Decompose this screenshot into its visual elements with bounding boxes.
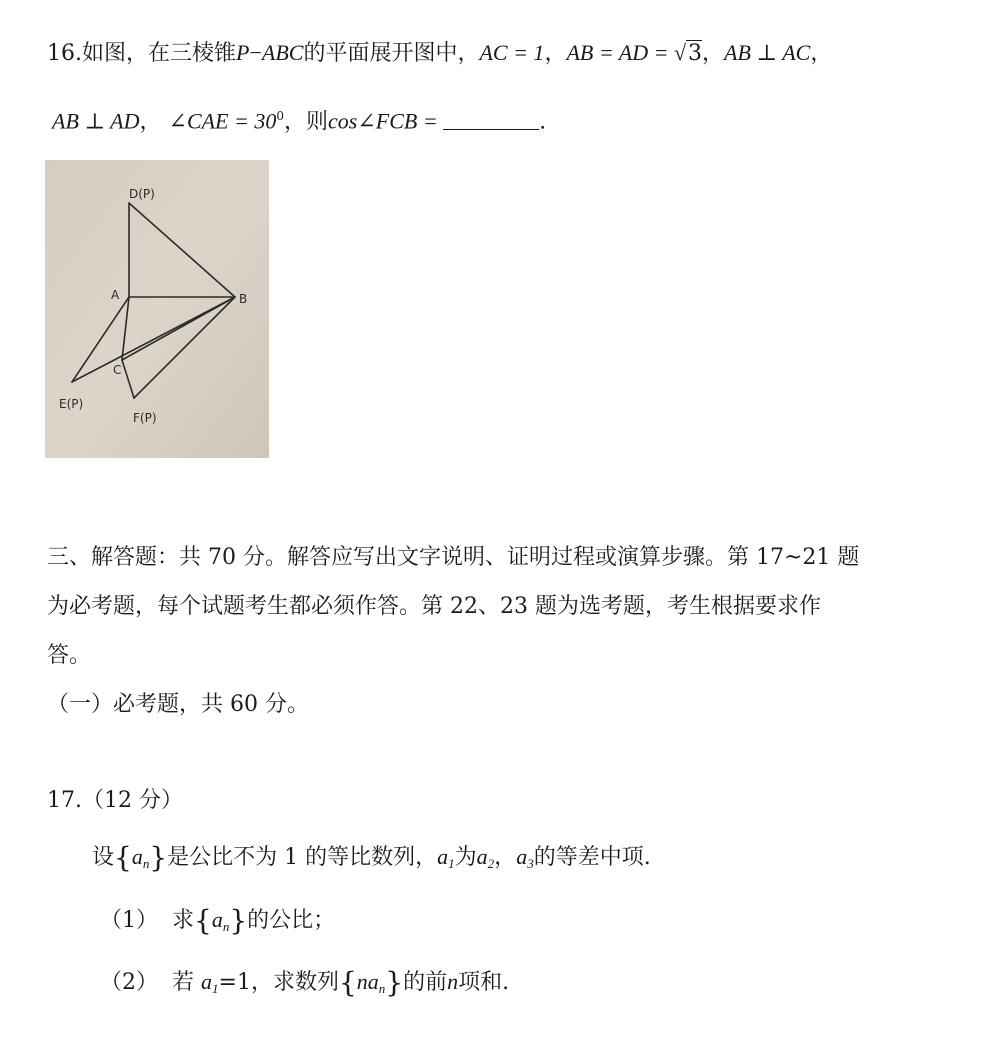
q17-stem-a: 设 xyxy=(92,845,115,870)
seq-a-n: $a_n$ xyxy=(131,844,150,871)
q16-ac-eq: AC = 1 xyxy=(479,40,545,65)
q17-header: 17.（12 分） xyxy=(47,788,183,813)
label-f: F(P) xyxy=(133,411,157,425)
q17-p2-b: 的前 xyxy=(403,970,448,995)
term-a1: $a_1$ xyxy=(201,969,219,996)
q17-stem-e: 的等差中项. xyxy=(533,845,651,870)
q16-text-b: 的平面展开图中， xyxy=(303,41,480,66)
label-d: D(P) xyxy=(129,187,155,201)
answer-blank xyxy=(443,109,539,130)
term-a1: $a_1$ xyxy=(437,844,455,871)
q16-period: . xyxy=(539,109,547,135)
close-brace: } xyxy=(229,904,248,937)
open-brace: { xyxy=(338,966,357,999)
label-b: B xyxy=(239,292,248,306)
paper-background xyxy=(45,160,269,458)
q17-p2-eq: =1，求数列 xyxy=(218,970,339,995)
q16-comma: ， xyxy=(702,41,725,66)
q16-comma: ， xyxy=(139,109,162,135)
q16-p: P xyxy=(236,40,250,65)
q16-text-a: 如图，在三棱锥 xyxy=(82,41,237,66)
q16-cos: cos∠FCB = xyxy=(328,108,444,134)
q16-line1 xyxy=(47,38,832,69)
q16-dash: − xyxy=(249,40,262,65)
section3-sub1: （一）必考题，共 60 分。 xyxy=(47,692,309,717)
q16-then: ，则 xyxy=(284,109,329,135)
q17-p2-n: n xyxy=(447,969,459,994)
close-brace: } xyxy=(149,841,168,874)
q16-comma: ， xyxy=(544,41,567,66)
sqrt-symbol: √ xyxy=(673,40,687,65)
degree-mark: 0 xyxy=(276,109,284,123)
section3-line2: 为必考题，每个试题考生都必须作答。第 22、23 题为选考题，考生根据要求作 xyxy=(47,594,821,619)
open-brace: { xyxy=(194,904,212,937)
section3-line1: 三、解答题：共 70 分。解答应写出文字说明、证明过程或演算步骤。第 17~21 题 xyxy=(47,545,860,570)
q17-p1-a: 求 xyxy=(172,908,195,933)
label-e: E(P) xyxy=(59,397,84,411)
net-diagram-photo xyxy=(45,160,269,458)
close-brace: } xyxy=(385,966,404,999)
q16-angle: ∠CAE = 30 xyxy=(168,108,277,134)
q17-part2 xyxy=(100,967,509,1004)
q17-p1-number: （1） xyxy=(100,908,158,933)
q16-abc: ABC xyxy=(261,40,304,65)
q16-perp2: AB ⊥ AD xyxy=(52,108,140,134)
q16-perp1: AB ⊥ AC xyxy=(724,40,811,65)
label-a: A xyxy=(111,288,120,302)
q17-stem-d: ， xyxy=(494,845,517,870)
q17-p2-c: 项和. xyxy=(458,970,510,995)
q17-p2-number: （2） xyxy=(100,970,158,995)
seq-a-n: $a_n$ xyxy=(211,907,230,934)
term-a2: $a_2$ xyxy=(476,844,495,871)
q16-sqrt-num: 3 xyxy=(688,41,703,66)
net-diagram xyxy=(45,160,269,458)
open-brace: { xyxy=(114,841,132,874)
q17-p1-b: 的公比； xyxy=(247,908,336,933)
seq-na-n: $na_n$ xyxy=(356,969,386,996)
label-c: C xyxy=(113,363,122,377)
q17-stem-c: 为 xyxy=(454,845,477,870)
q17-part1 xyxy=(100,905,335,942)
q16-ab-ad: AB = AD = xyxy=(566,40,674,65)
q17-p2-a: 若 xyxy=(172,970,195,995)
term-a3: $a_3$ xyxy=(516,844,534,871)
section3-line3: 答。 xyxy=(47,643,92,668)
q17-stem-b: 是公比不为 1 的等比数列， xyxy=(167,845,438,870)
q16-number: 16. xyxy=(47,41,82,66)
q16-line2 xyxy=(52,101,546,137)
q16-comma: ， xyxy=(810,41,833,66)
q17-stem xyxy=(92,842,651,879)
